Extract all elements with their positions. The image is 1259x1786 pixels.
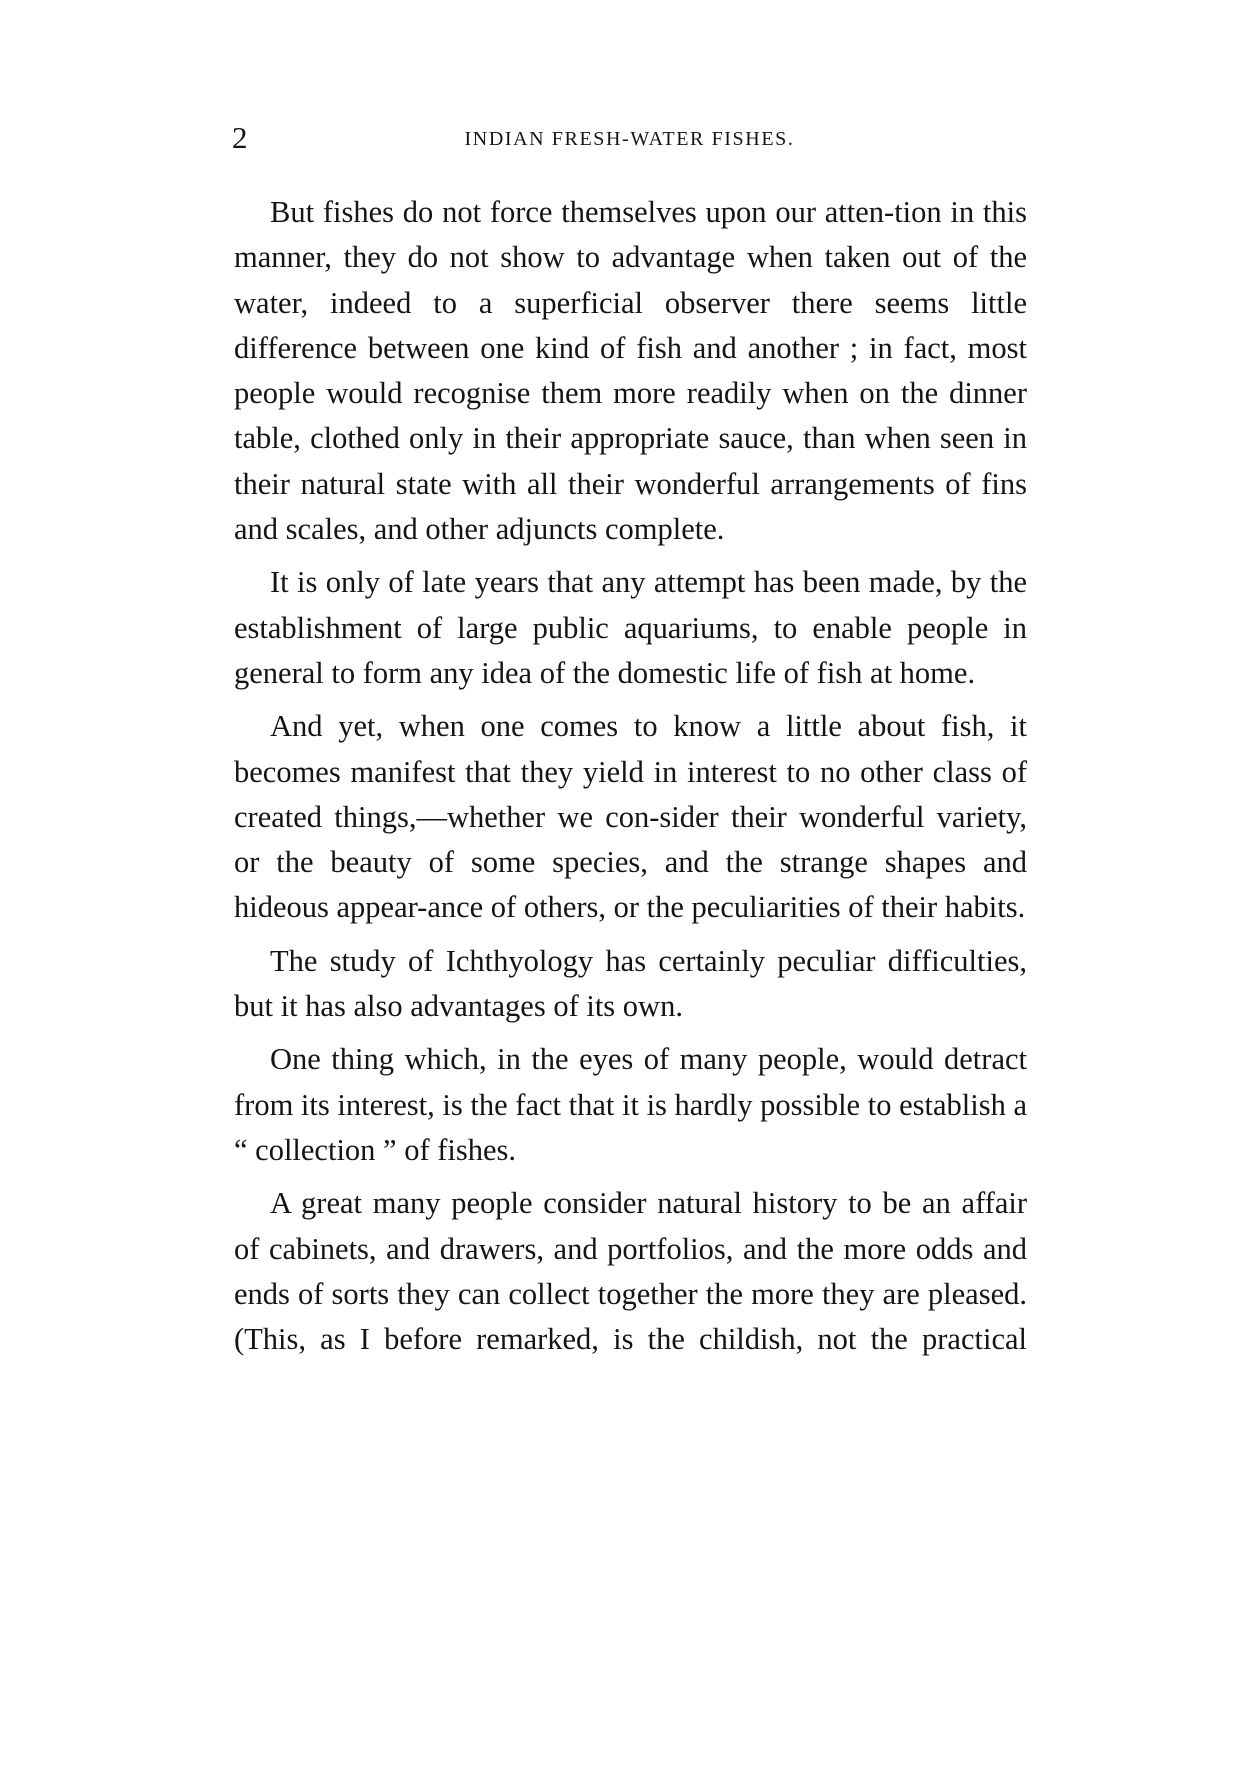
paragraph: It is only of late years that any attempt has been made, by the establishment of large public aquariums, to enable people in general to form any idea of the domestic life of fish at home.	[234, 565, 1027, 690]
paragraph: One thing which, in the eyes of many people, would detract from its interest, is the fact that it is hardly possible to establish a “ collection ” of fishes.	[234, 1042, 1027, 1167]
paragraph: But fishes do not force themselves upon our atten-tion in this manner, they do not show to advantage when taken out of the water, indeed to a superficial observer there seems little difference between one kind of fish and another ; in fact, most people would recognise them more readily when on the dinner table, clothed only in their appropriate sauce, than when seen in their natural state with all their wonderful arrangements of fins and scales, and other adjuncts complete.	[234, 195, 1027, 547]
running-title: INDIAN FRESH-WATER FISHES.	[464, 128, 795, 150]
running-head	[232, 118, 1027, 158]
paragraph: The study of Ichthyology has certainly peculiar difficulties, but it has also advantages of its own.	[234, 943, 1027, 1024]
paragraph: And yet, when one comes to know a little about fish, it becomes manifest that they yield in interest to no other class of created things,—whether we con-sider their wonderful variety, or the beauty of some species, and the strange shapes and hideous appear-ance of others, or the peculiarities of their habits.	[234, 709, 1027, 925]
page-number: 2	[232, 120, 248, 155]
body-text	[234, 190, 1027, 1370]
paragraph: A great many people consider natural history to be an affair of cabinets, and drawers, and portfolios, and the more odds and ends of sorts they can collect together the more they are pleased. (This, as I before remarked, is the childish, not the practical	[234, 1186, 1027, 1357]
